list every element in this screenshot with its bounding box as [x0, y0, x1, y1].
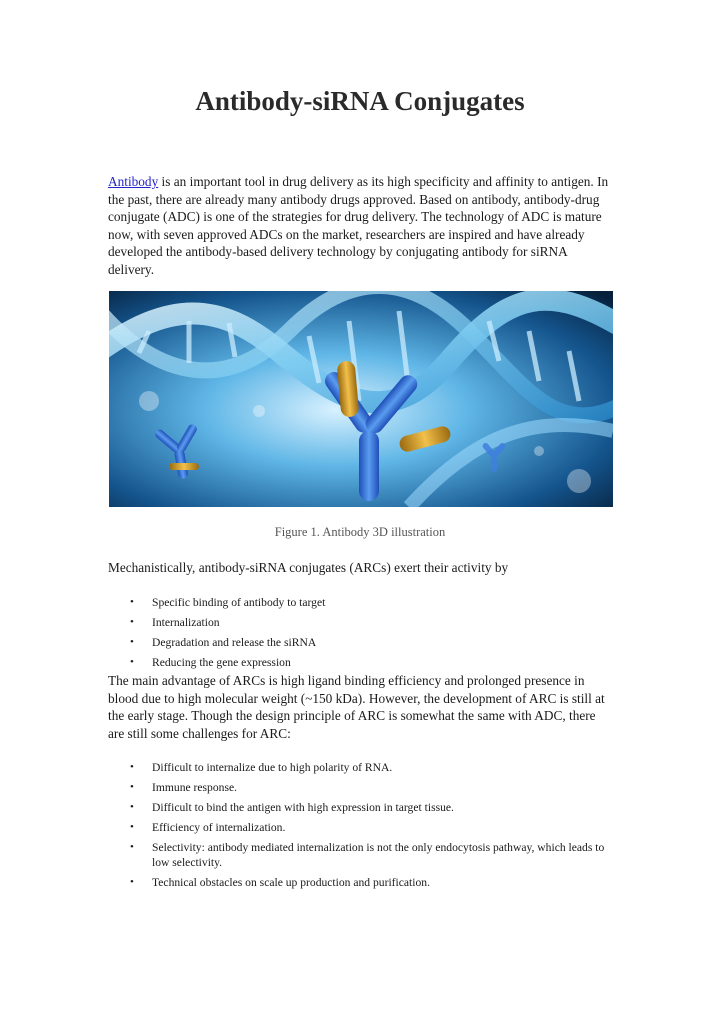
- list-item: • Reducing the gene expression: [130, 656, 291, 669]
- figure-caption: Figure 1. Antibody 3D illustration: [274, 525, 446, 539]
- mechanism-intro: Mechanistically, antibody-siRNA conjugates (ARCs) exert their activity by: [108, 560, 509, 575]
- bullet-icon: •: [130, 841, 134, 853]
- bullet-icon: •: [130, 636, 134, 648]
- bullet-icon: •: [130, 596, 134, 608]
- bullet-icon: •: [130, 821, 134, 833]
- bullet-icon: •: [130, 656, 134, 668]
- list-item: • Specific binding of antibody to target: [130, 596, 326, 609]
- mechanism-list: [108, 595, 613, 675]
- list-item: • Difficult to bind the antigen with high expression in target tissue.: [130, 801, 454, 814]
- antibody-link[interactable]: Antibody: [108, 174, 159, 189]
- list-item: • Efficiency of internalization.: [130, 821, 286, 834]
- list-item: • Selectivity: antibody mediated internalization is not the only endocytosis pathway, which leads to low selectivity.: [130, 841, 605, 869]
- bullet-icon: •: [130, 781, 134, 793]
- page-title: Antibody-siRNA Conjugates: [195, 86, 525, 116]
- antibody-illustration: [109, 291, 613, 507]
- bullet-icon: •: [130, 616, 134, 628]
- intro-text: is an important tool in drug delivery as its high specificity and affinity to antigen. In the past, there are already many antibody drugs approved. Based on antibody, antibody-drug conjugate (ADC) is one of the strategies for drug delivery. The technology of ADC is mature now, with seven approved ADCs on the market, researchers are inspired and have already developed the antibody-based delivery technology by conjugating antibody for siRNA delivery.: [108, 174, 609, 277]
- antibody-illustration-graphic: [109, 291, 613, 507]
- list-item: • Immune response.: [130, 781, 238, 794]
- list-item: • Technical obstacles on scale up production and purification.: [130, 876, 430, 889]
- list-item: • Difficult to internalize due to high polarity of RNA.: [130, 761, 393, 774]
- list-item: • Internalization: [130, 616, 220, 629]
- list-item: • Degradation and release the siRNA: [130, 636, 317, 649]
- challenges-list: [108, 760, 613, 895]
- intro-paragraph: [108, 173, 613, 279]
- bullet-icon: •: [130, 761, 134, 773]
- bullet-icon: •: [130, 801, 134, 813]
- bullet-icon: •: [130, 876, 134, 888]
- advantage-paragraph: The main advantage of ARCs is high ligand binding efficiency and prolonged presence in blood due to high molecular weight (~150 kDa). However, the development of ARC is still at the early stage. Though the design principle of ARC is somewhat the same with ADC, there are still some challenges for ARC:: [108, 673, 605, 741]
